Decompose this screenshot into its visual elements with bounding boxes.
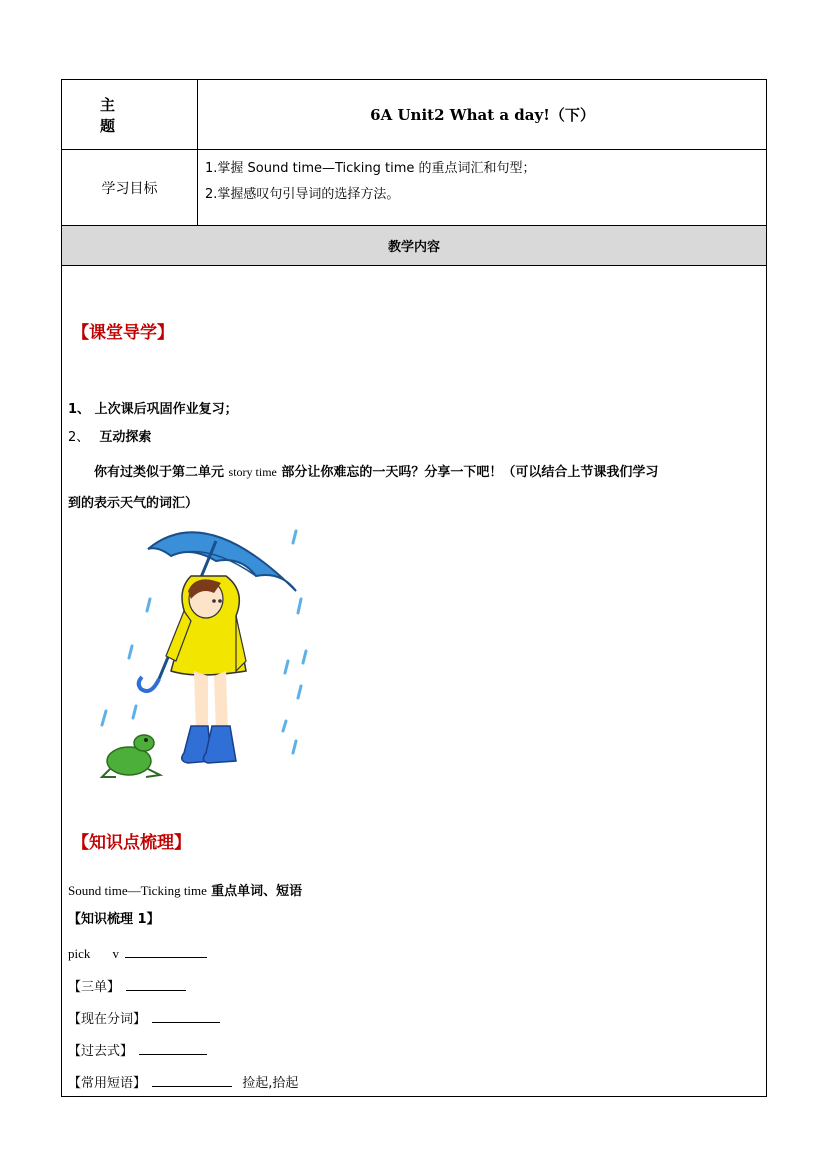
explore-item-text: 互动探索 <box>99 430 152 445</box>
common-phrase-label: 【常用短语】 <box>68 1076 147 1091</box>
worksheet-table <box>61 79 767 1097</box>
review-item: 1、 上次课后巩固作业复习； <box>68 402 238 417</box>
present-participle-line <box>68 1008 220 1027</box>
section-title-classroom: 【课堂导学】 <box>72 323 174 343</box>
phrase-meaning: 捡起,拾起 <box>242 1076 299 1091</box>
goals-label: 学习目标 <box>62 150 198 225</box>
knowledge-subtitle-chinese: 重点单词、短语 <box>211 884 303 899</box>
answer-blank[interactable] <box>126 977 186 991</box>
prompt-part-c: 部分让你难忘的一天吗？分享一下吧！（可以结合上节课我们学习 <box>281 465 659 480</box>
explore-item-number: 2、 <box>68 430 90 445</box>
rainy-day-illustration <box>96 521 326 791</box>
topic-value: 6A Unit2 What a day!（下） <box>370 106 595 124</box>
knowledge-subtitle <box>68 880 302 899</box>
boy-icon <box>166 576 246 763</box>
present-participle-label: 【现在分词】 <box>68 1012 147 1027</box>
knowledge-subtitle-english: Sound time—Ticking time <box>68 883 207 898</box>
past-tense-line <box>68 1040 207 1059</box>
word: pick <box>68 946 91 961</box>
goals-row <box>62 150 766 226</box>
knowledge-point-label: 【知识梳理 1】 <box>68 912 160 927</box>
goal-item: 1.掌握 Sound time—Ticking time 的重点词汇和句型； <box>205 161 536 176</box>
content-header: 教学内容 <box>62 226 766 266</box>
explore-item <box>68 426 151 445</box>
topic-label: 主题 <box>62 80 198 149</box>
section-title-knowledge: 【知识点梳理】 <box>72 833 191 853</box>
past-tense-label: 【过去式】 <box>68 1044 134 1059</box>
answer-blank[interactable] <box>125 944 207 958</box>
third-person-line <box>68 976 186 995</box>
prompt-line-2: 到的表示天气的词汇） <box>68 496 199 511</box>
content-area <box>68 266 760 1096</box>
word-pos: v <box>112 946 120 961</box>
prompt-part-a: 你有过类似于第二单元 <box>94 465 225 480</box>
goals-list <box>199 150 766 225</box>
word-line <box>68 944 207 962</box>
prompt-line-1 <box>94 461 658 480</box>
answer-blank[interactable] <box>152 1009 220 1023</box>
third-person-label: 【三单】 <box>68 980 121 995</box>
topic-row <box>62 80 766 150</box>
goal-item: 2.掌握感叹句引导词的选择方法。 <box>205 187 400 202</box>
answer-blank[interactable] <box>152 1073 232 1087</box>
common-phrase-line <box>68 1072 298 1091</box>
frog-icon <box>102 735 160 777</box>
answer-blank[interactable] <box>139 1041 207 1055</box>
prompt-part-b: story time <box>228 465 277 479</box>
